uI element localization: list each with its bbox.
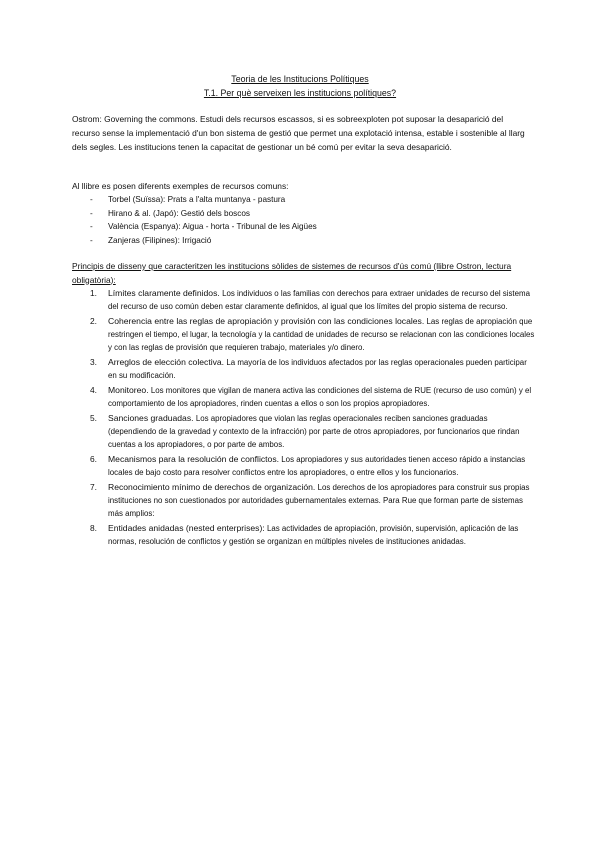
- principle-heading: Arreglos de elección colectiva.: [108, 357, 225, 367]
- list-item: - València (Espanya): Aigua - horta - Tribunal de les Aigües: [90, 222, 317, 232]
- example-text: València (Espanya): Aigua - horta - Tribunal de les Aigües: [108, 222, 317, 232]
- principle-heading: Límites claramente definidos.: [108, 288, 220, 298]
- principle-body: Los monitores que vigilan de manera activa las condiciones del sistema de RUE (recurso de uso común) y el comportamiento de los apropiadores, rinden cuentas a ellos o son los propios apropiadores.: [108, 386, 532, 408]
- principle-heading: Coherencia entre las reglas de apropiación y provisión con las condiciones locales.: [108, 316, 425, 326]
- principle-item: [90, 481, 535, 520]
- principle-item: [90, 287, 535, 313]
- principle-body: Los derechos de los apropiadores para construir sus propias instituciones no son cuestionados por autoridades gubernamentales externas. Para Rue que forman parte de sistemas más amplios:: [108, 483, 530, 518]
- principle-number: 7.: [90, 482, 97, 492]
- principle-item: [90, 315, 535, 354]
- principles-heading: Principis de disseny que caracteritzen les institucions sòlides de sistemes de recursos d'ús comú (llibre Ostron, lectura obligatòria):: [72, 261, 512, 285]
- principle-body: Los individuos o las familias con derechos para extraer unidades de recurso del sistema del recurso de uso común deben estar claramente definidos, al igual que los límites del propio sistema de recurso.: [108, 289, 530, 311]
- list-item: - Hirano & al. (Japó): Gestió dels boscos: [90, 208, 250, 218]
- example-text: Hirano & al. (Japó): Gestió dels boscos: [108, 208, 250, 218]
- document-title: Teoria de les Institucions Polítiques: [231, 74, 369, 84]
- principles-list: [90, 287, 535, 550]
- principle-item: [90, 522, 535, 548]
- principle-body: La mayoría de los individuos afectados por las reglas operacionales pueden participar en su modificación.: [108, 358, 527, 380]
- principle-body: Los apropiadores y sus autoridades tienen acceso rápido a instancias locales de bajo costo para resolver conflictos entre los apropiadores, o entre ellos y los funcionarios.: [108, 455, 526, 477]
- principle-item: [90, 412, 535, 451]
- principle-body: Las actividades de apropiación, provisión, supervisión, aplicación de las normas, resolución de conflictos y gestión se organizan en múltiples niveles de instituciones anidadas.: [108, 524, 519, 546]
- principle-body: Los apropiadores que violan las reglas operacionales reciben sanciones graduadas (dependiendo de la gravedad y contexto de la infracción) por parte de otros apropiadores, por funcionarios que rindan cuentas a los apropiadores, o por parte de ambos.: [108, 414, 520, 449]
- principle-number: 4.: [90, 385, 97, 395]
- examples-list: [90, 193, 317, 247]
- principle-number: 5.: [90, 413, 97, 423]
- principle-heading: Sanciones graduadas.: [108, 413, 194, 423]
- principle-item: [90, 356, 535, 382]
- principle-heading: Reconocimiento mínimo de derechos de organización.: [108, 482, 316, 492]
- principle-heading: Mecanismos para la resolución de conflictos.: [108, 454, 280, 464]
- principle-heading: Monitoreo.: [108, 385, 149, 395]
- principle-number: 1.: [90, 288, 97, 298]
- principle-number: 3.: [90, 357, 97, 367]
- title-block: [0, 72, 600, 100]
- list-item: - Torbel (Suïssa): Prats a l'alta muntanya - pastura: [90, 195, 286, 204]
- example-text: Torbel (Suïssa): Prats a l'alta muntanya - pastura: [108, 195, 286, 204]
- principle-heading: Entidades anidadas (nested enterprises):: [108, 523, 265, 533]
- intro-paragraph: Ostrom: Governing the commons. Estudi dels recursos escassos, si es sobreexploten pot suposar la desaparició del recurso sense la implementació d'un bon sistema de gestió que permet una explotació intensa, estable i sostenible al llarg dels segles. Les institucions tenen la capacitat de gestionar un bé comú per evitar la seva desaparició.: [72, 114, 525, 152]
- principle-body: Las reglas de apropiación que restringen el tiempo, el lugar, la tecnología y la cantidad de unidades de recurso se relacionan con las condiciones locales y con las reglas de provisión que requieren trabajo, materiales y/o dinero.: [108, 317, 535, 352]
- example-text: Zanjeras (Filipines): Irrigació: [108, 235, 212, 245]
- document-subtitle: T.1. Per què serveixen les institucions polítiques?: [203, 88, 397, 98]
- principle-item: [90, 384, 535, 410]
- list-item: - Zanjeras (Filipines): Irrigació: [90, 235, 212, 245]
- principle-number: 2.: [90, 316, 97, 326]
- principle-number: 6.: [90, 454, 97, 464]
- examples-heading: Al llibre es posen diferents exemples de recursos comuns:: [72, 181, 289, 191]
- principle-number: 8.: [90, 523, 97, 533]
- principle-item: [90, 453, 535, 479]
